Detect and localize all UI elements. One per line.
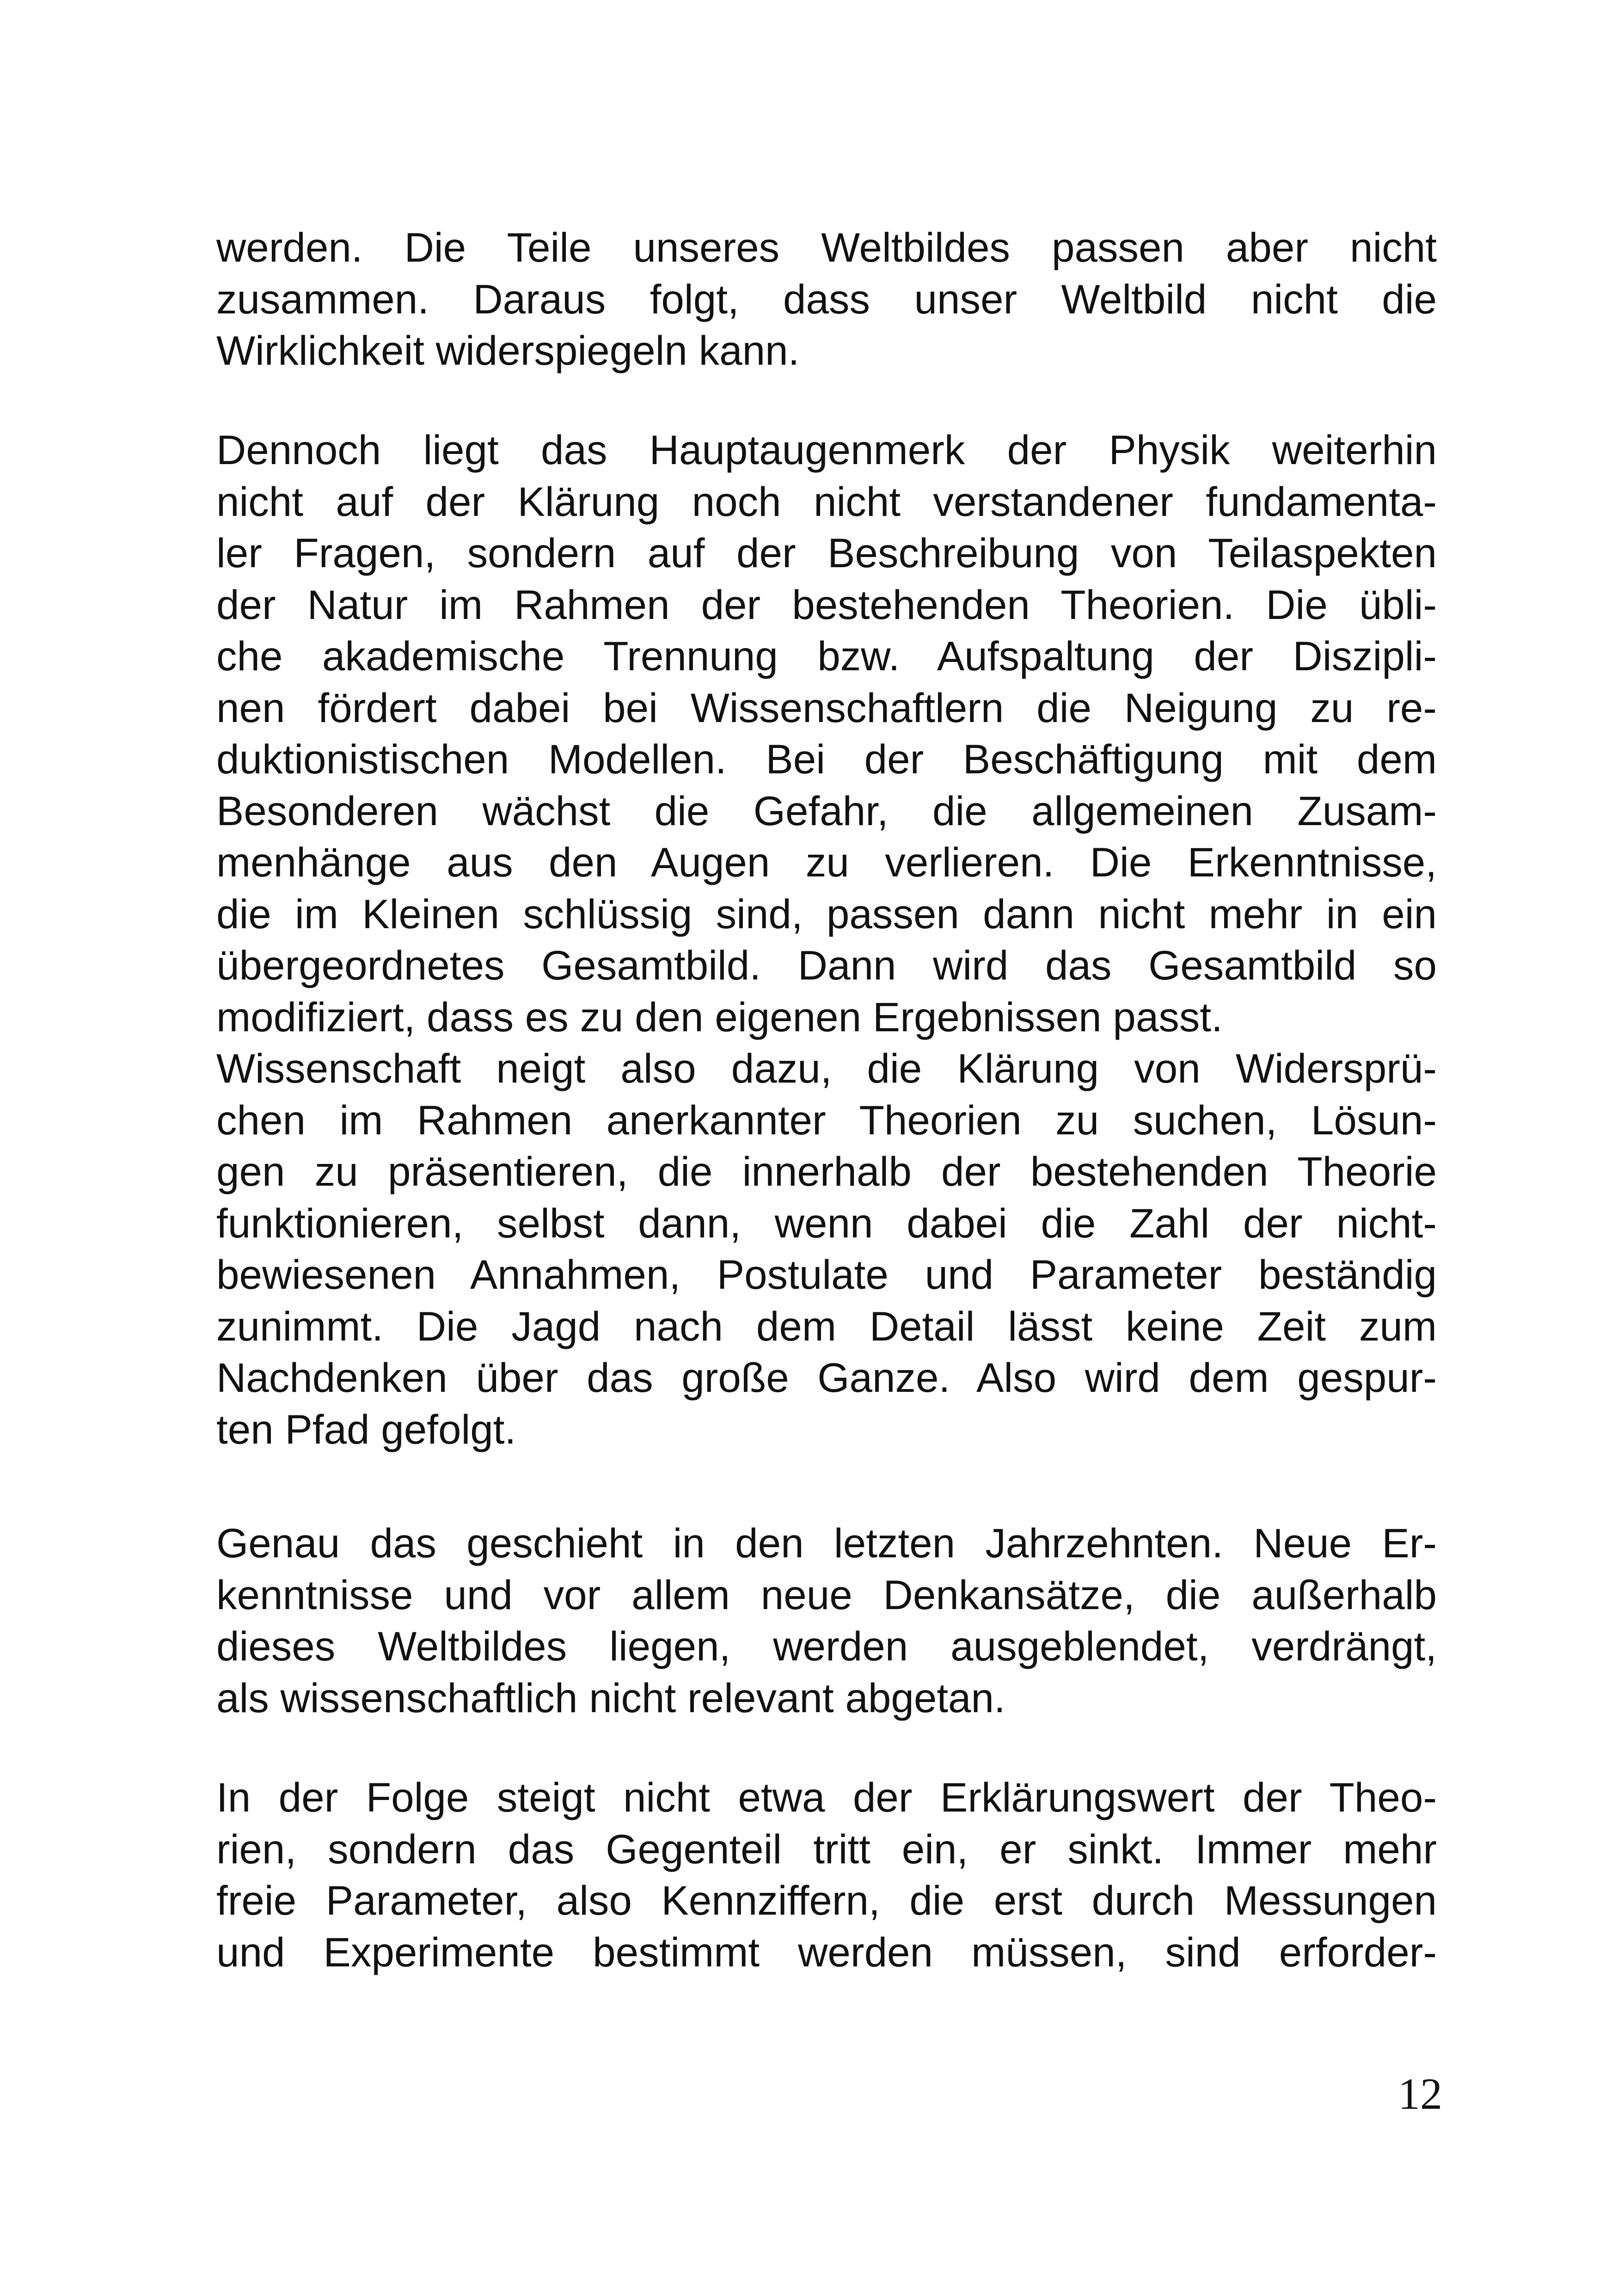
text-line: ler Fragen, sondern auf der Beschreibung von Teilaspekten bbox=[216, 530, 1437, 576]
text-line: bewiesenen Annahmen, Postulate und Parameter beständig bbox=[216, 1251, 1437, 1298]
text-line: übergeordnetes Gesamtbild. Dann wird das Gesamtbild so bbox=[216, 942, 1437, 988]
text-line: Dennoch liegt das Hauptaugenmerk der Physik weiterhin bbox=[216, 427, 1437, 473]
text-line: die im Kleinen schlüssig sind, passen dann nicht mehr in ein bbox=[216, 890, 1437, 937]
text-line: Genau das geschieht in den letzten Jahrzehnten. Neue Er- bbox=[216, 1520, 1437, 1566]
text-line: ten Pfad gefolgt. bbox=[216, 1406, 516, 1452]
paragraph-3 bbox=[216, 1518, 1437, 1724]
text-line: zunimmt. Die Jagd nach dem Detail lässt keine Zeit zum bbox=[216, 1303, 1437, 1349]
text-line: dieses Weltbildes liegen, werden ausgeblendet, verdrängt, bbox=[216, 1623, 1437, 1669]
text-line: Wirklichkeit widerspiegeln kann. bbox=[216, 327, 800, 373]
text-line: In der Folge steigt nicht etwa der Erklärungswert der Theo- bbox=[216, 1774, 1437, 1820]
text-line: werden. Die Teile unseres Weltbildes passen aber nicht bbox=[216, 224, 1437, 270]
page-number: 12 bbox=[1398, 2069, 1442, 2118]
text-line: Nachdenken über das große Ganze. Also wird dem gespur- bbox=[216, 1354, 1437, 1401]
text-line: chen im Rahmen anerkannter Theorien zu suchen, Lösun- bbox=[216, 1096, 1437, 1143]
paragraph-2 bbox=[216, 424, 1437, 1455]
text-line: che akademische Trennung bzw. Aufspaltung der Diszipli- bbox=[216, 633, 1437, 679]
text-line: der Natur im Rahmen der bestehenden Theorien. Die übli- bbox=[216, 581, 1437, 628]
paragraph-1 bbox=[216, 222, 1437, 377]
text-line: und Experimente bestimmt werden müssen, sind erforder- bbox=[216, 1929, 1437, 1975]
text-line: Besonderen wächst die Gefahr, die allgemeinen Zusam- bbox=[216, 787, 1437, 834]
text-line: kenntnisse und vor allem neue Denkansätze, die außerhalb bbox=[216, 1571, 1437, 1618]
text-line: duktionistischen Modellen. Bei der Beschäftigung mit dem bbox=[216, 736, 1437, 782]
text-line: nen fördert dabei bei Wissenschaftlern die Neigung zu re- bbox=[216, 684, 1437, 731]
text-line: gen zu präsentieren, die innerhalb der bestehenden Theorie bbox=[216, 1148, 1437, 1194]
text-line: rien, sondern das Gegenteil tritt ein, er sinkt. Immer mehr bbox=[216, 1825, 1437, 1872]
paragraph-4 bbox=[216, 1772, 1437, 1978]
text-line: modifiziert, dass es zu den eigenen Ergebnissen passt. bbox=[216, 993, 1223, 1040]
text-line: freie Parameter, also Kennziffern, die erst durch Messungen bbox=[216, 1877, 1437, 1923]
text-line: nicht auf der Klärung noch nicht verstandener fundamenta- bbox=[216, 478, 1437, 525]
text-line: menhänge aus den Augen zu verlieren. Die Erkenntnisse, bbox=[216, 839, 1437, 885]
text-line: Wissenschaft neigt also dazu, die Klärung von Widersprü- bbox=[216, 1045, 1437, 1091]
text-line: funktionieren, selbst dann, wenn dabei die Zahl der nicht- bbox=[216, 1200, 1437, 1246]
text-line: als wissenschaftlich nicht relevant abgetan. bbox=[216, 1674, 1005, 1721]
text-line: zusammen. Daraus folgt, dass unser Weltbild nicht die bbox=[216, 276, 1437, 322]
